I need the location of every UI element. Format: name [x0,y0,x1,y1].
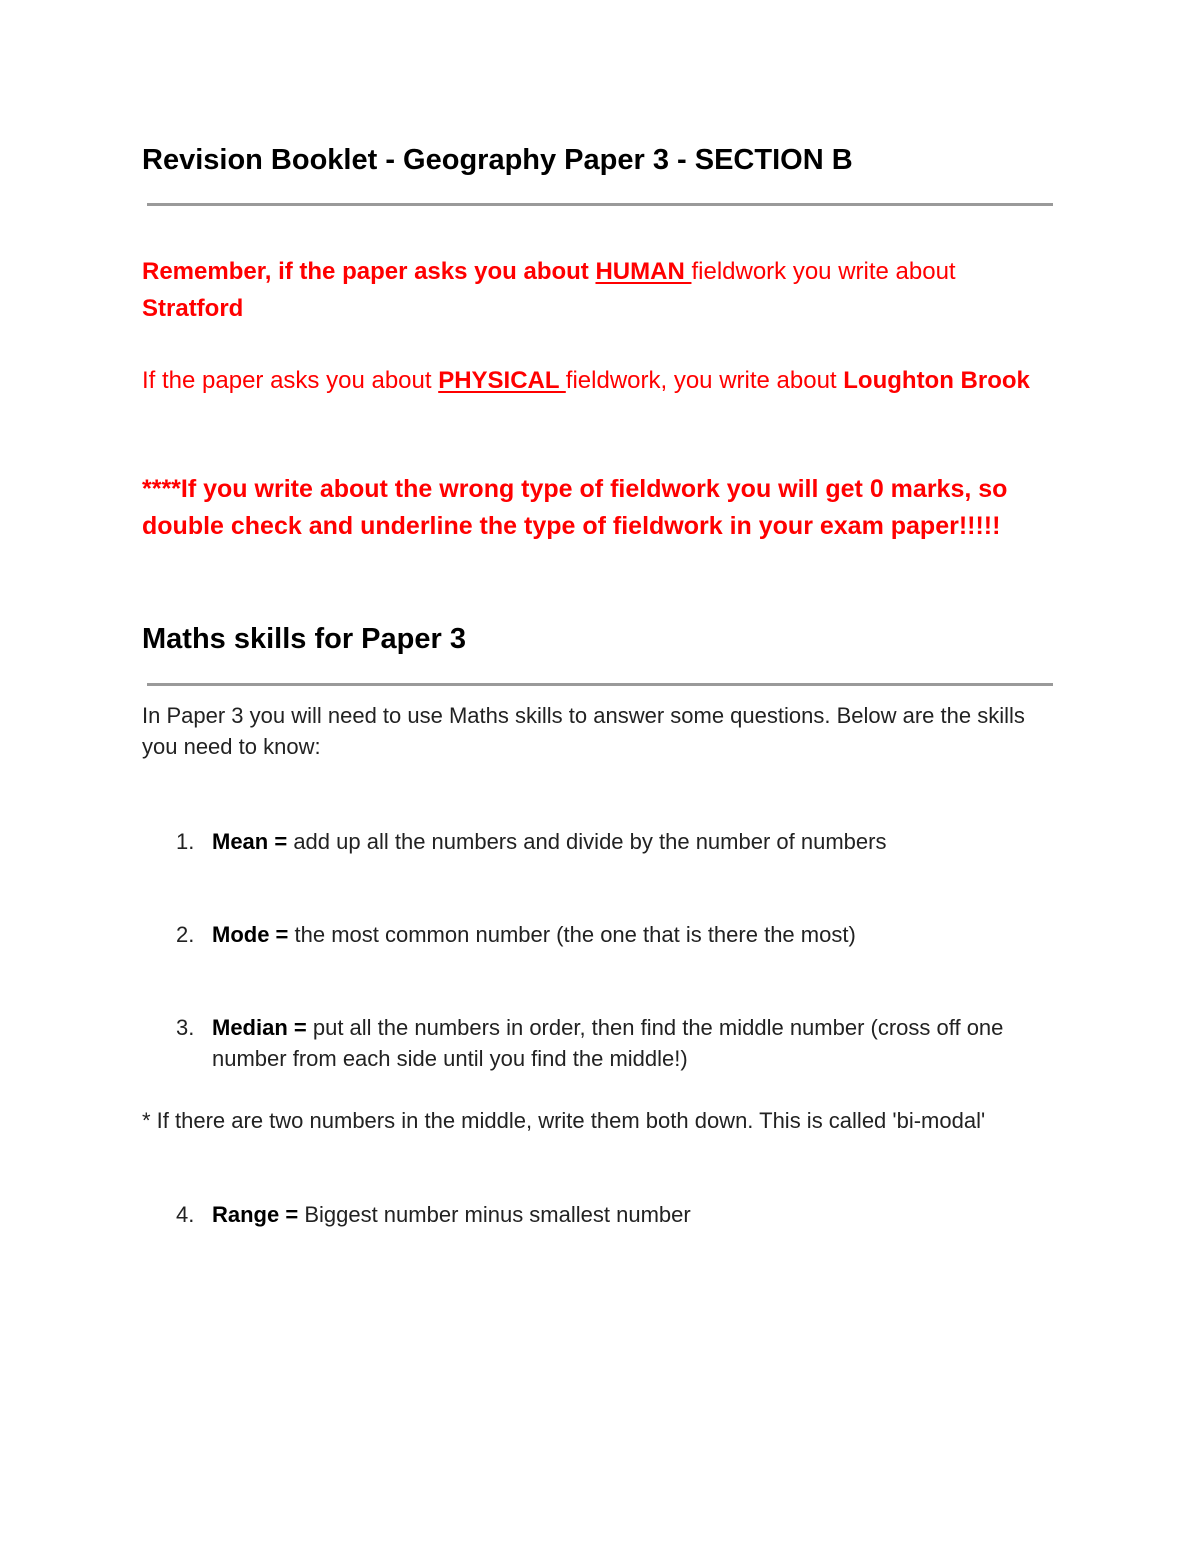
desc-median: put all the numbers in order, then find the middle number (cross off one number from each side until you find the middle!) [212,1015,1004,1071]
list-number: 1. [176,829,195,854]
list-number: 2. [176,922,195,947]
human-type-label: HUMAN [595,258,692,285]
desc-mean: add up all the numbers and divide by the number of numbers [287,829,887,854]
human-place: Stratford [142,295,244,322]
maths-intro: In Paper 3 you will need to use Maths skills to answer some questions. Below are the skills you need to know: [142,703,1025,759]
physical-reminder-mid: fieldwork, you write about [565,367,844,394]
maths-skills-heading: Maths skills for Paper 3 [142,623,466,655]
physical-reminder-pre: If the paper asks you about [142,367,439,394]
bi-modal-note: * If there are two numbers in the middle, write them both down. This is called 'bi-modal' [142,1108,986,1133]
physical-type-label: PHYSICAL [438,367,566,394]
human-fieldwork-reminder [142,253,1062,327]
term-median: Median = [212,1015,307,1040]
title-divider [147,203,1053,206]
term-range: Range = [212,1202,299,1227]
human-reminder-mid: fieldwork you write about [691,258,956,285]
wrong-fieldwork-warning: ****If you write about the wrong type of fieldwork you will get 0 marks, so double check and underline the type of fieldwork in your exam paper!!!!! [142,475,1008,540]
physical-place: Loughton Brook [843,367,1030,394]
human-reminder-pre: Remember, if the paper asks you about [142,258,596,285]
document-title: Revision Booklet - Geography Paper 3 - SECTION B [142,144,853,176]
term-mean: Mean = [212,829,288,854]
desc-mode: the most common number (the one that is there the most) [288,922,856,947]
desc-range: Biggest number minus smallest number [298,1202,691,1227]
physical-fieldwork-reminder [142,362,1062,399]
term-mode: Mode = [212,922,289,947]
list-number: 4. [176,1202,195,1227]
list-number: 3. [176,1015,195,1040]
maths-heading-divider [147,683,1053,686]
